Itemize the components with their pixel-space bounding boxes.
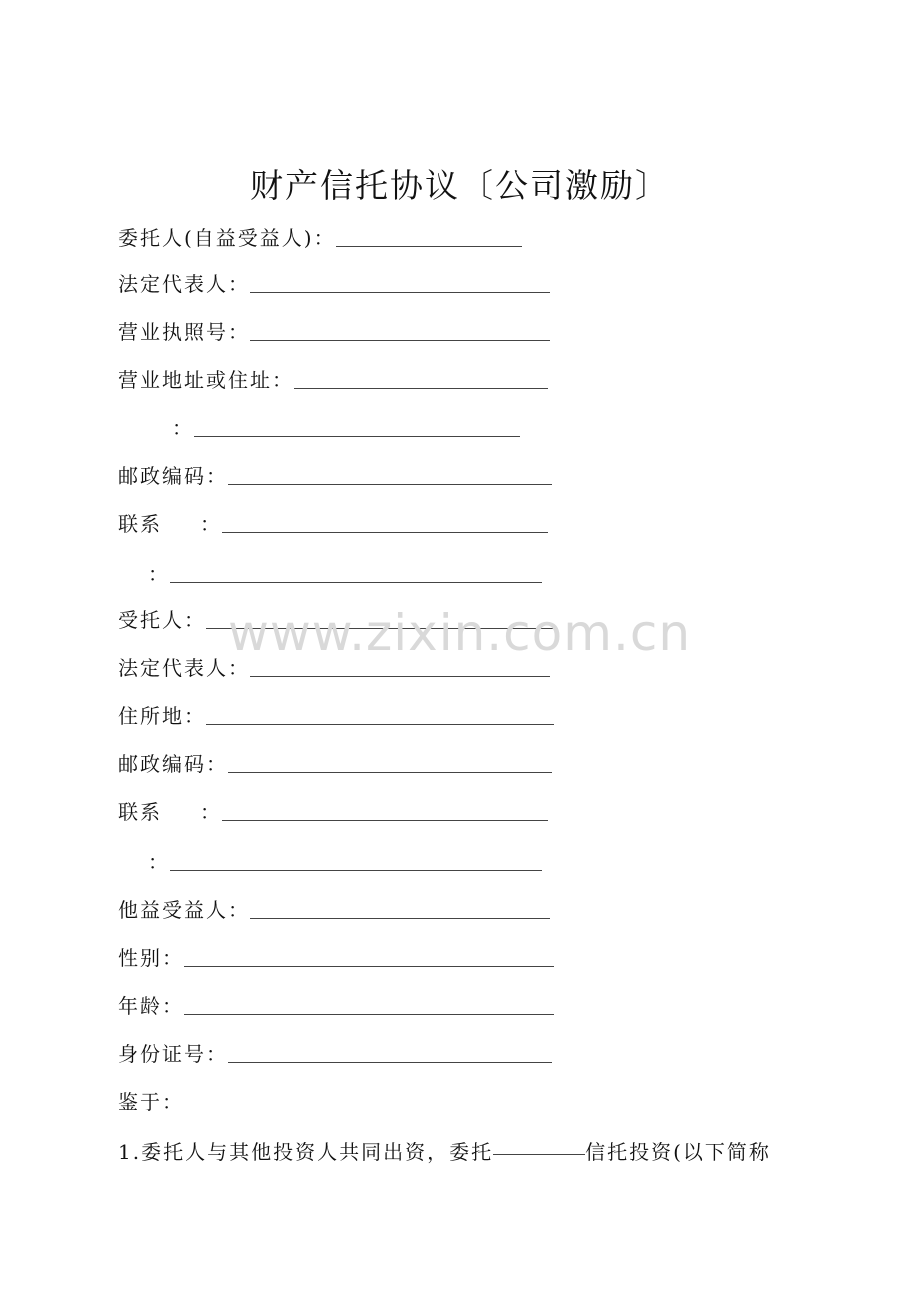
- field-settlor-postcode: [118, 458, 552, 494]
- field-label: 法定代表人：: [118, 656, 250, 680]
- fill-in-line[interactable]: [184, 965, 554, 967]
- field-label: 邮政编码：: [118, 752, 228, 776]
- fill-in-line[interactable]: [250, 675, 550, 677]
- fill-in-line[interactable]: [194, 435, 520, 437]
- field-label: ：: [148, 562, 170, 586]
- fill-in-line[interactable]: [294, 387, 548, 389]
- field-trustee-contact: [118, 794, 548, 830]
- field-label: 性别：: [118, 946, 184, 970]
- fill-in-line[interactable]: [170, 581, 542, 583]
- field-label: 营业执照号：: [118, 320, 250, 344]
- field-label: 法定代表人：: [118, 272, 250, 296]
- fill-in-line[interactable]: [250, 339, 550, 341]
- field-business-license: [118, 314, 550, 350]
- field-other-beneficiary: [118, 892, 550, 928]
- fill-in-line[interactable]: [222, 819, 548, 821]
- field-label: 委托人(自益受益人)：: [118, 226, 336, 250]
- field-label: 联系: [118, 800, 162, 824]
- fill-in-line[interactable]: [228, 1061, 552, 1063]
- field-age: [118, 988, 554, 1024]
- field-colon: ：: [200, 800, 222, 824]
- whereas-heading: 鉴于：: [118, 1090, 184, 1114]
- clause-1: [118, 1134, 818, 1170]
- field-unlabeled-2: [148, 556, 542, 592]
- fill-in-line[interactable]: [493, 1153, 585, 1155]
- field-label: ：: [172, 416, 194, 440]
- field-label: 年龄：: [118, 994, 184, 1018]
- field-settlor-legal-rep: [118, 266, 550, 302]
- field-label: ：: [148, 850, 170, 874]
- document-title: 财产信托协议〔公司激励〕: [250, 166, 670, 205]
- field-gender: [118, 940, 554, 976]
- field-colon: ：: [200, 512, 222, 536]
- field-settlor-contact: [118, 506, 548, 542]
- field-unlabeled-1: [172, 410, 520, 446]
- fill-in-line[interactable]: [250, 291, 550, 293]
- fill-in-line[interactable]: [222, 531, 548, 533]
- field-unlabeled-3: [148, 844, 542, 880]
- fill-in-line[interactable]: [250, 917, 550, 919]
- field-id-number: [118, 1036, 552, 1072]
- clause-1-text-before: 1.委托人与其他投资人共同出资，委托: [118, 1140, 494, 1164]
- field-business-address: [118, 362, 548, 398]
- field-trustee-postcode: [118, 746, 552, 782]
- fill-in-line[interactable]: [228, 771, 552, 773]
- field-label: 身份证号：: [118, 1042, 228, 1066]
- clause-1-text-after: 信托投资(以下简称: [585, 1140, 771, 1164]
- fill-in-line[interactable]: [184, 1013, 554, 1015]
- watermark: www.zixin.com.cn: [228, 604, 692, 662]
- fill-in-line[interactable]: [170, 869, 542, 871]
- fill-in-line[interactable]: [228, 483, 552, 485]
- field-label: 他益受益人：: [118, 898, 250, 922]
- field-label: 邮政编码：: [118, 464, 228, 488]
- field-settlor: [118, 220, 522, 256]
- field-label: 住所地：: [118, 704, 206, 728]
- field-label: 受托人：: [118, 608, 206, 632]
- fill-in-line[interactable]: [336, 245, 522, 247]
- field-trustee-domicile: [118, 698, 554, 734]
- field-label: 联系: [118, 512, 162, 536]
- field-label: 营业地址或住址：: [118, 368, 294, 392]
- fill-in-line[interactable]: [206, 723, 554, 725]
